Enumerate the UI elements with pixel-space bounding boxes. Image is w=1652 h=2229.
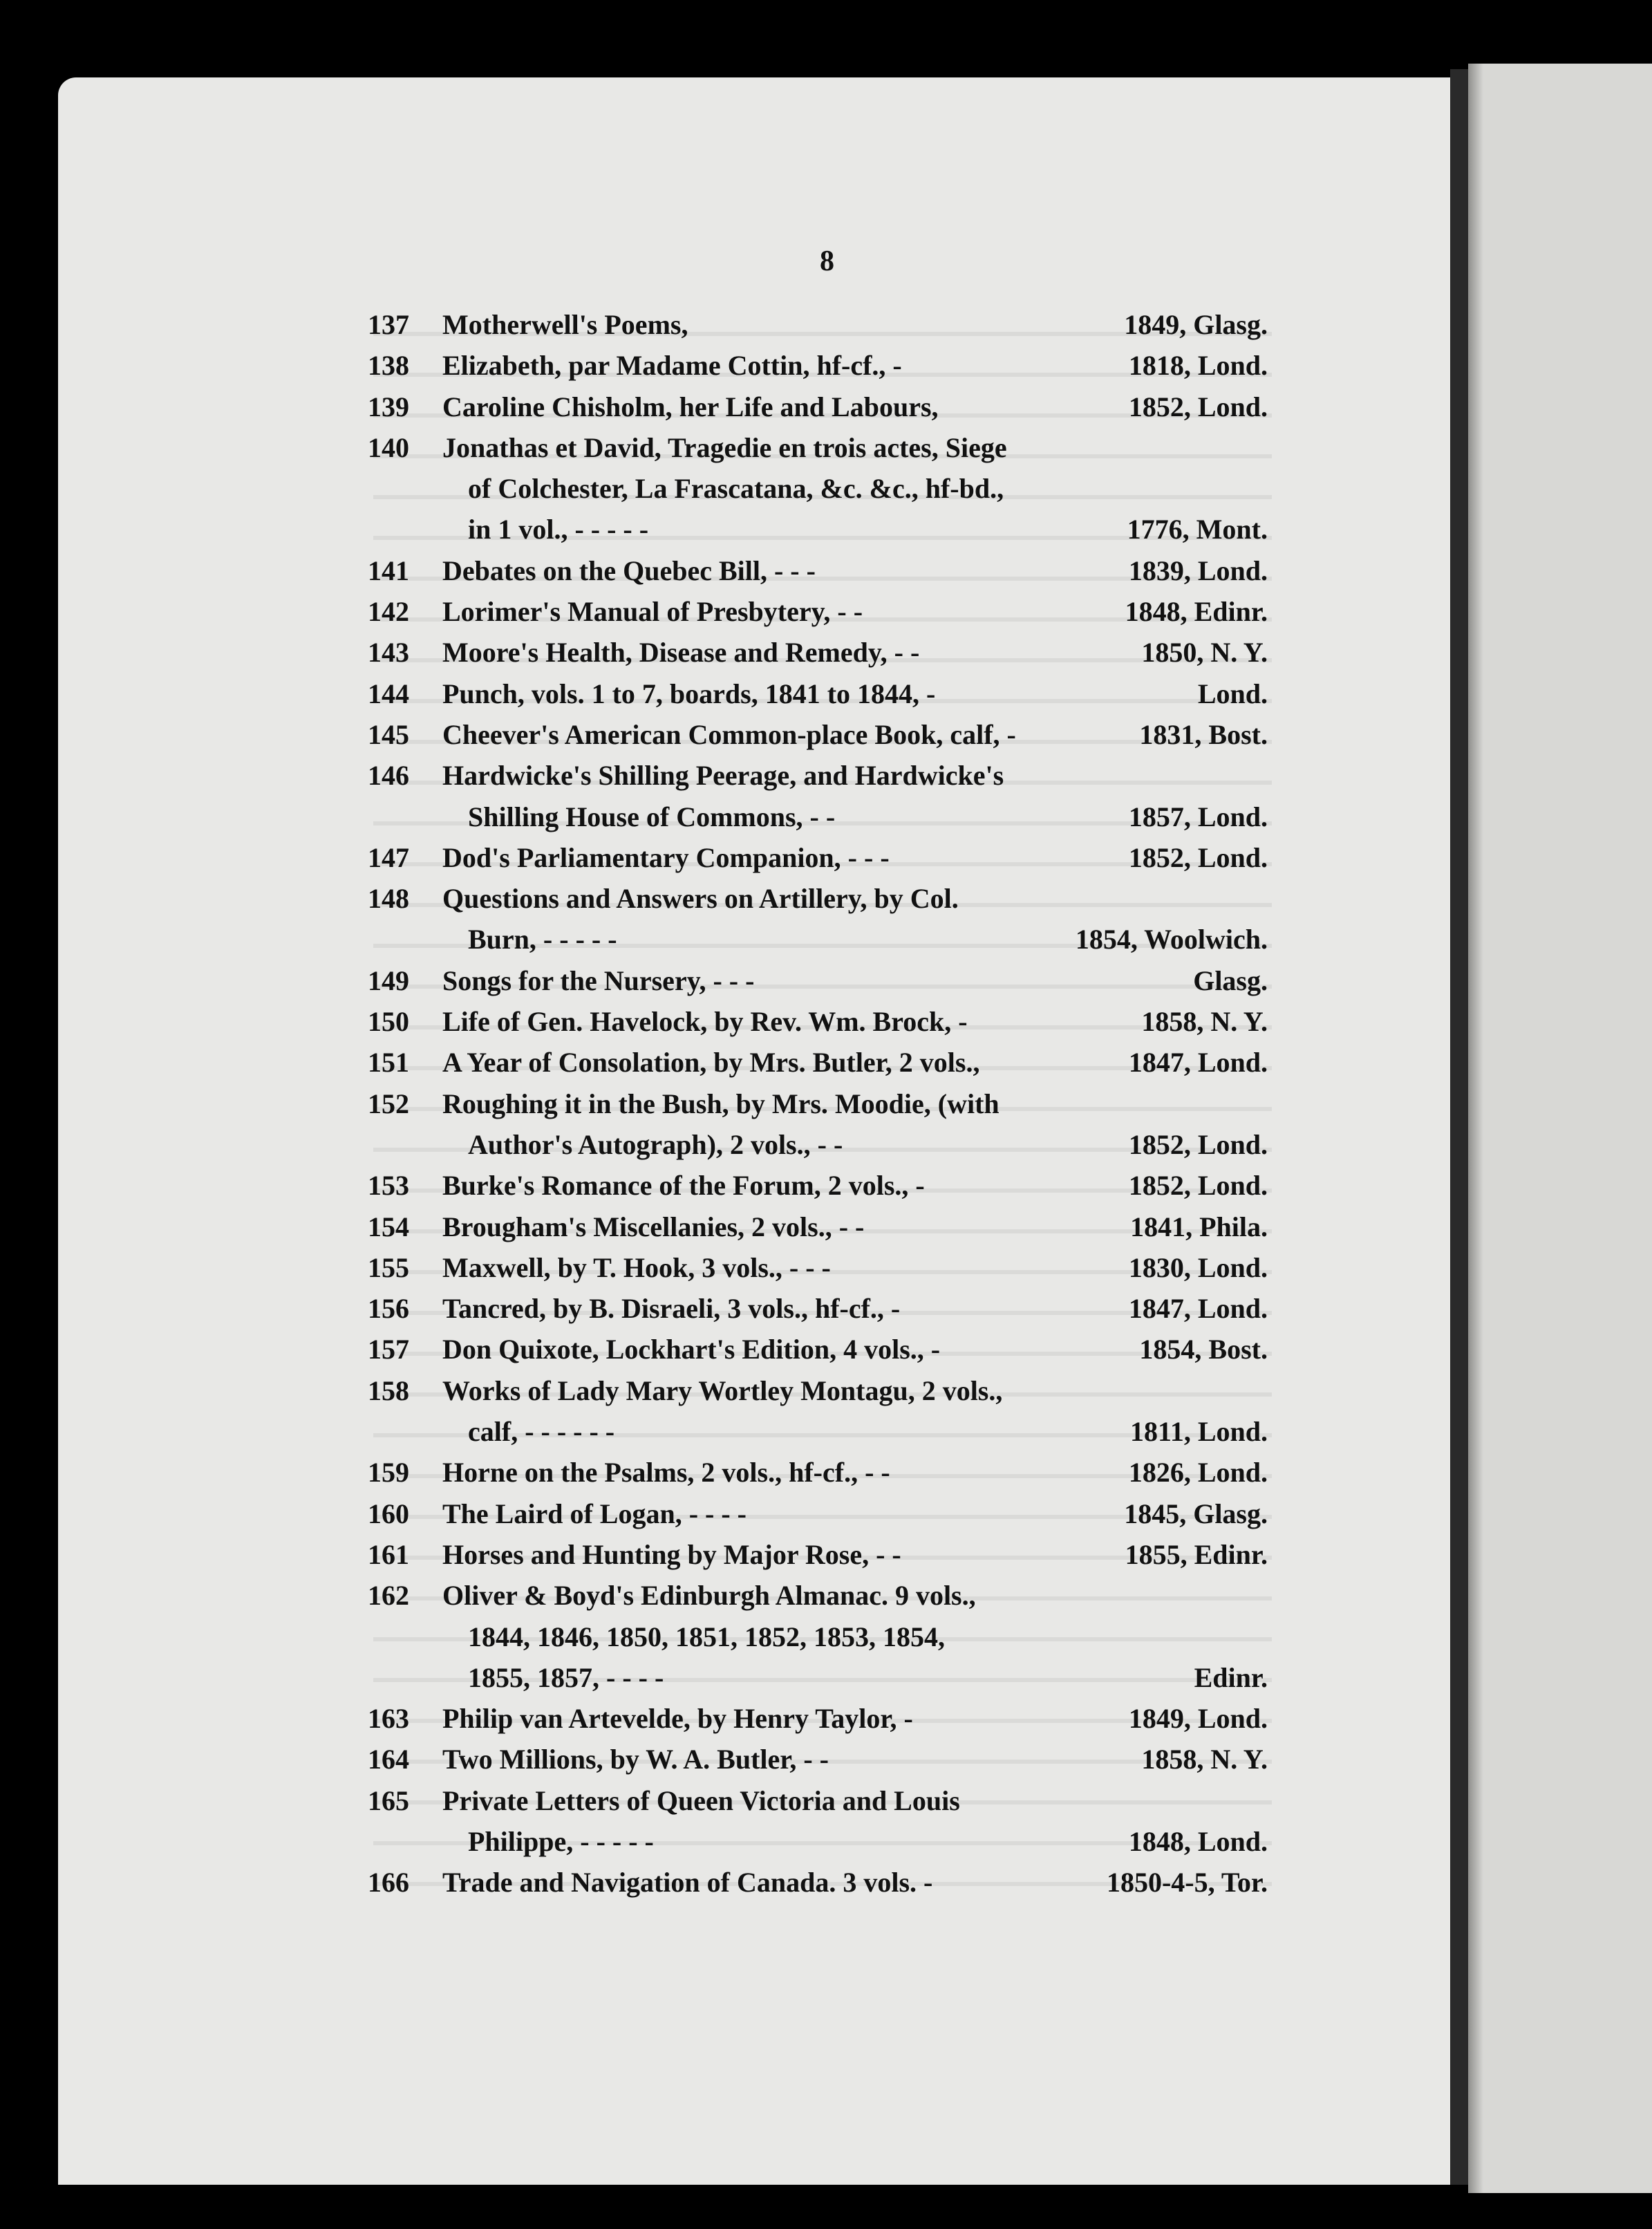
entry-title: Dod's Parliamentary Companion, - - - (442, 841, 890, 873)
entry-title: A Year of Consolation, by Mrs. Butler, 2 vols., (442, 1047, 980, 1079)
entry-number: 156 (368, 1293, 409, 1325)
catalog-entry-line (368, 632, 1268, 673)
catalog-entry-line (368, 591, 1268, 632)
entry-title: Tancred, by B. Disraeli, 3 vols., hf-cf., - (442, 1293, 901, 1325)
entry-title: Hardwicke's Shilling Peerage, and Hardwicke's (442, 760, 1004, 792)
entry-title: Songs for the Nursery, - - - (442, 964, 755, 996)
entry-number: 163 (368, 1703, 409, 1735)
entry-title: Life of Gen. Havelock, by Rev. Wm. Brock, - (442, 1006, 968, 1038)
catalog-entry-line (368, 1698, 1268, 1739)
catalog-entry-line (368, 1370, 1268, 1411)
catalog-entry-line (368, 1862, 1268, 1903)
entry-publication: 1776, Mont. (1127, 514, 1268, 545)
entry-title: Elizabeth, par Madame Cottin, hf-cf., - (442, 350, 902, 382)
entry-publication: 1847, Lond. (1128, 1047, 1268, 1079)
entry-title: Two Millions, by W. A. Butler, - - (442, 1744, 829, 1775)
entry-number: 162 (368, 1580, 409, 1612)
entry-publication: 1850, N. Y. (1141, 637, 1268, 669)
entry-publication: 1849, Lond. (1128, 1703, 1268, 1735)
entry-number: 149 (368, 964, 409, 996)
entry-title: Oliver & Boyd's Edinburgh Almanac. 9 vols., (442, 1580, 976, 1612)
entry-number: 143 (368, 637, 409, 669)
catalog-entry-line (368, 1124, 1268, 1165)
catalog-entry-line (368, 386, 1268, 427)
entry-publication: 1850-4-5, Tor. (1106, 1867, 1268, 1899)
entry-publication: 1852, Lond. (1128, 1170, 1268, 1202)
entry-number: 144 (368, 678, 409, 709)
entry-number: 145 (368, 718, 409, 750)
entry-title: calf, - - - - - - (468, 1416, 615, 1448)
entry-publication: 1848, Edinr. (1125, 596, 1268, 628)
catalog-entry-line (368, 509, 1268, 550)
entry-title: Horses and Hunting by Major Rose, - - (442, 1538, 901, 1570)
entry-title: Questions and Answers on Artillery, by Col. (442, 883, 959, 915)
entry-number: 161 (368, 1538, 409, 1570)
entry-title: Roughing it in the Bush, by Mrs. Moodie, (with (442, 1088, 999, 1119)
entry-publication: 1830, Lond. (1128, 1251, 1268, 1283)
catalog-entry-line (368, 878, 1268, 919)
entry-number: 151 (368, 1047, 409, 1079)
entry-number: 137 (368, 309, 409, 340)
entry-title: Philippe, - - - - - (468, 1825, 654, 1857)
entry-publication: 1831, Bost. (1139, 718, 1268, 750)
entry-title: Burn, - - - - - (468, 924, 617, 955)
entry-number: 164 (368, 1744, 409, 1775)
entry-title: in 1 vol., - - - - - (468, 514, 649, 545)
entry-publication: 1847, Lond. (1128, 1293, 1268, 1325)
entry-title: Punch, vols. 1 to 7, boards, 1841 to 1844, - (442, 678, 936, 709)
entry-publication: 1854, Bost. (1139, 1334, 1268, 1365)
entry-title: Burke's Romance of the Forum, 2 vols., - (442, 1170, 925, 1202)
entry-title: Author's Autograph), 2 vols., - - (468, 1128, 843, 1160)
entry-title: Horne on the Psalms, 2 vols., hf-cf., - - (442, 1457, 890, 1489)
entry-number: 150 (368, 1006, 409, 1038)
entry-number: 165 (368, 1784, 409, 1816)
catalog-entry-line (368, 1739, 1268, 1780)
catalog-entry-line (368, 1411, 1268, 1452)
catalog-entry-line (368, 1616, 1268, 1657)
catalog-entry-line (368, 796, 1268, 837)
catalog-entry-line (368, 1575, 1268, 1616)
catalog-entry-line (368, 1780, 1268, 1821)
entry-title: Lorimer's Manual of Presbytery, - - (442, 596, 863, 628)
catalog-entry-line (368, 304, 1268, 345)
entry-number: 139 (368, 391, 409, 422)
entry-title: Maxwell, by T. Hook, 3 vols., - - - (442, 1251, 831, 1283)
catalog-entry-line (368, 755, 1268, 796)
entry-title: Don Quixote, Lockhart's Edition, 4 vols., - (442, 1334, 941, 1365)
catalog-entry-line (368, 427, 1268, 468)
entry-title: The Laird of Logan, - - - - (442, 1498, 747, 1529)
catalog-entry-line (368, 1821, 1268, 1862)
entry-number: 155 (368, 1251, 409, 1283)
catalog-entry-line (368, 960, 1268, 1001)
entry-title: 1844, 1846, 1850, 1851, 1852, 1853, 1854, (468, 1621, 945, 1652)
catalog-entry-line (368, 1452, 1268, 1493)
catalog-entry-line (368, 1083, 1268, 1124)
entry-number: 160 (368, 1498, 409, 1529)
entry-publication: Edinr. (1194, 1661, 1268, 1693)
entry-title: Brougham's Miscellanies, 2 vols., - - (442, 1211, 865, 1242)
entry-publication: Glasg. (1193, 964, 1268, 996)
entry-title: Jonathas et David, Tragedie en trois actes, Siege (442, 431, 1007, 463)
entry-publication: 1839, Lond. (1128, 554, 1268, 586)
catalog-entry-line (368, 550, 1268, 591)
entry-title: Moore's Health, Disease and Remedy, - - (442, 637, 920, 669)
page-number: 8 (820, 245, 834, 277)
entry-title: Caroline Chisholm, her Life and Labours, (442, 391, 939, 422)
entry-title: Shilling House of Commons, - - (468, 801, 836, 832)
entry-publication: 1818, Lond. (1128, 350, 1268, 382)
catalog-entry-line (368, 468, 1268, 509)
entry-number: 146 (368, 760, 409, 792)
entry-title: Debates on the Quebec Bill, - - - (442, 554, 816, 586)
entry-title: of Colchester, La Frascatana, &c. &c., hf-bd., (468, 473, 1004, 505)
entry-publication: 1852, Lond. (1128, 841, 1268, 873)
entry-publication: 1811, Lond. (1130, 1416, 1268, 1448)
entry-publication: 1841, Phila. (1130, 1211, 1268, 1242)
entry-publication: 1852, Lond. (1128, 1128, 1268, 1160)
catalog-entry-line (368, 1657, 1268, 1698)
entry-number: 157 (368, 1334, 409, 1365)
entry-number: 159 (368, 1457, 409, 1489)
entry-publication: 1858, N. Y. (1141, 1744, 1268, 1775)
catalog-entry-line (368, 1329, 1268, 1370)
catalog-entry-line (368, 1493, 1268, 1534)
catalog-entry-line (368, 1288, 1268, 1329)
facing-page-edge (1468, 64, 1652, 2193)
entry-title: Cheever's American Common-place Book, calf, - (442, 718, 1016, 750)
entry-number: 140 (368, 431, 409, 463)
entry-publication: Lond. (1197, 678, 1268, 709)
entry-title: Works of Lady Mary Wortley Montagu, 2 vols., (442, 1374, 1003, 1406)
catalog-entry-line (368, 837, 1268, 878)
catalog-entry-line (368, 714, 1268, 755)
catalog-entry-line (368, 1042, 1268, 1083)
entry-title: Private Letters of Queen Victoria and Louis (442, 1784, 960, 1816)
page-spine (1450, 69, 1468, 2185)
entry-number: 142 (368, 596, 409, 628)
entry-publication: 1845, Glasg. (1124, 1498, 1268, 1529)
entry-publication: 1849, Glasg. (1124, 309, 1268, 340)
catalog-entry-line (368, 919, 1268, 960)
entry-title: Motherwell's Poems, (442, 309, 688, 340)
catalog-entry-line (368, 673, 1268, 714)
catalog-entry-line (368, 1534, 1268, 1575)
entry-number: 153 (368, 1170, 409, 1202)
catalog-list (368, 304, 1268, 1903)
catalog-entry-line (368, 1206, 1268, 1247)
entry-publication: 1848, Lond. (1128, 1825, 1268, 1857)
entry-title: Philip van Artevelde, by Henry Taylor, - (442, 1703, 913, 1735)
entry-number: 148 (368, 883, 409, 915)
entry-publication: 1855, Edinr. (1125, 1538, 1268, 1570)
entry-title: Trade and Navigation of Canada. 3 vols. - (442, 1867, 933, 1899)
catalog-entry-line (368, 1247, 1268, 1288)
entry-number: 152 (368, 1088, 409, 1119)
entry-publication: 1858, N. Y. (1141, 1006, 1268, 1038)
entry-number: 166 (368, 1867, 409, 1899)
entry-number: 147 (368, 841, 409, 873)
entry-publication: 1852, Lond. (1128, 391, 1268, 422)
entry-publication: 1857, Lond. (1128, 801, 1268, 832)
catalog-entry-line (368, 345, 1268, 386)
entry-publication: 1826, Lond. (1128, 1457, 1268, 1489)
entry-number: 154 (368, 1211, 409, 1242)
entry-title: 1855, 1857, - - - - (468, 1661, 664, 1693)
catalog-entry-line (368, 1001, 1268, 1042)
entry-number: 138 (368, 350, 409, 382)
catalog-entry-line (368, 1165, 1268, 1206)
entry-publication: 1854, Woolwich. (1075, 924, 1268, 955)
entry-number: 141 (368, 554, 409, 586)
entry-number: 158 (368, 1374, 409, 1406)
